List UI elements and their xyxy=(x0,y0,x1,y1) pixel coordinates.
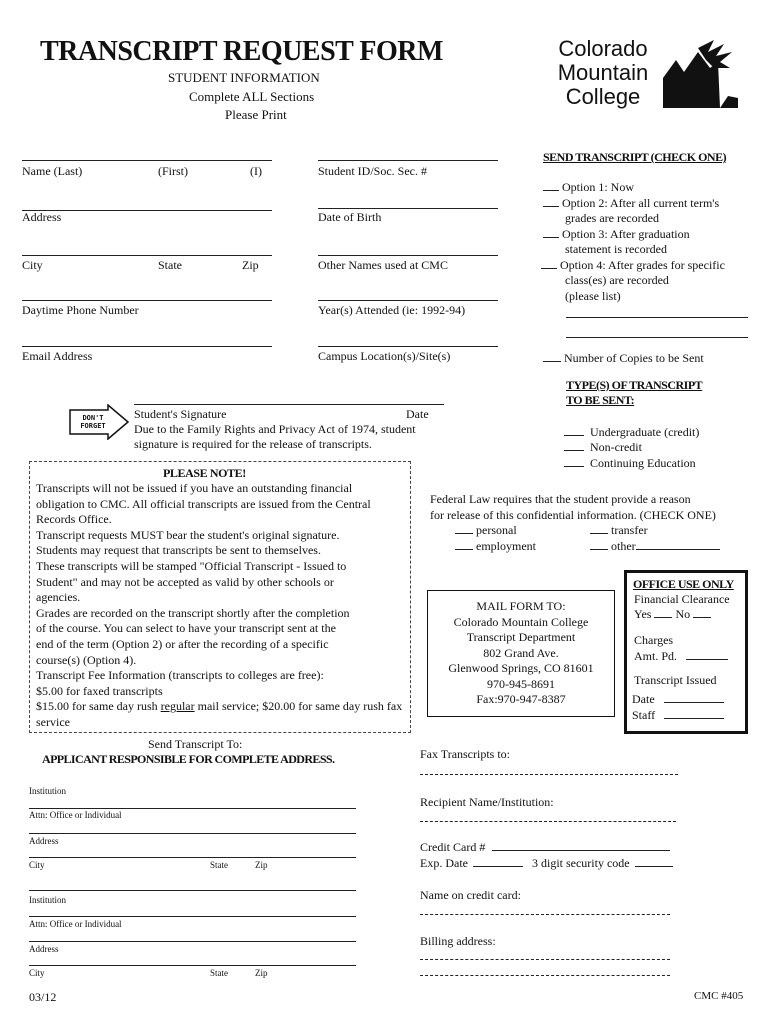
mail-line: Colorado Mountain College xyxy=(453,614,589,629)
class-list-line-1[interactable] xyxy=(566,317,748,318)
city-label: City xyxy=(22,258,43,272)
attn-line-1[interactable] xyxy=(29,808,356,809)
form-title: TRANSCRIPT REQUEST FORM xyxy=(40,36,443,67)
mail-address xyxy=(427,599,615,708)
city-label-2: City xyxy=(29,968,45,978)
institution-label-2: Institution xyxy=(29,895,67,905)
exp-date-input[interactable] xyxy=(473,856,523,867)
zip-label-2: Zip xyxy=(255,968,268,978)
option-2: Option 2: After all current term's xyxy=(543,196,719,211)
phone-label: Daytime Phone Number xyxy=(22,303,139,317)
continuing-checkbox[interactable] xyxy=(564,456,584,467)
dob-label: Date of Birth xyxy=(318,210,382,224)
college-logo xyxy=(548,38,738,114)
recipient-label: Recipient Name/Institution: xyxy=(420,795,554,809)
transcript-issued-label: Transcript Issued xyxy=(634,673,717,687)
note-line: course(s) (Option 4). xyxy=(36,652,137,667)
first-name-label: (First) xyxy=(158,164,188,178)
types-heading-2: TO BE SENT: xyxy=(566,393,635,407)
class-list-line-2[interactable] xyxy=(566,337,748,338)
type-noncredit: Non-credit xyxy=(564,440,642,455)
credit-card-row: Credit Card # xyxy=(420,840,670,855)
student-id-label: Student ID/Soc. Sec. # xyxy=(318,164,427,178)
option-4: Option 4: After grades for specific xyxy=(541,258,725,273)
signature-date-label: Date xyxy=(406,407,429,421)
state-label: State xyxy=(158,258,182,272)
years-attended-label: Year(s) Attended (ie: 1992-94) xyxy=(318,303,466,317)
privacy-text-1: Due to the Family Rights and Privacy Act of 1974, student xyxy=(134,422,416,436)
zip-label-1: Zip xyxy=(255,860,268,870)
personal-checkbox[interactable] xyxy=(455,523,473,534)
note-line: Records Office. xyxy=(36,512,112,527)
fee-line: $15.00 for same day rush regular mail service; $20.00 for same day rush fax xyxy=(36,699,403,714)
address-label: Address xyxy=(22,210,62,224)
send-to-heading: Send Transcript To: xyxy=(148,737,243,751)
office-date-row: Date xyxy=(632,692,724,707)
billing-label: Billing address: xyxy=(420,934,496,948)
attn-label-2: Attn: Office or Individual xyxy=(29,919,122,929)
transfer-checkbox[interactable] xyxy=(590,523,608,534)
address-label-1: Address xyxy=(29,836,59,846)
send-transcript-heading: SEND TRANSCRIPT (CHECK ONE) xyxy=(543,150,727,164)
address-label-2: Address xyxy=(29,944,59,954)
form-date-code: 03/12 xyxy=(29,990,57,1004)
campus-label: Campus Location(s)/Site(s) xyxy=(318,349,451,363)
copies-input[interactable] xyxy=(543,351,561,362)
option-4-list: (please list) xyxy=(565,289,621,303)
attn-line-2[interactable] xyxy=(29,916,356,917)
billing-input-2[interactable] xyxy=(420,975,670,976)
city-line-2[interactable] xyxy=(29,965,356,966)
no-input[interactable] xyxy=(693,607,711,618)
reason-personal: personal xyxy=(455,523,517,538)
federal-text-2: for release of this confidential information. (CHECK ONE) xyxy=(430,508,716,522)
note-line: Transcript Fee Information (transcripts to colleges are free): xyxy=(36,668,324,683)
dont-forget-arrow-icon xyxy=(68,404,130,440)
type-undergrad: Undergraduate (credit) xyxy=(564,425,699,440)
note-line: agencies. xyxy=(36,590,81,605)
note-line: $5.00 for faxed transcripts xyxy=(36,683,163,698)
institution-label-1: Institution xyxy=(29,786,67,796)
financial-clearance-label: Financial Clearance xyxy=(634,592,730,606)
amt-paid-row: Amt. Pd. xyxy=(634,649,728,664)
logo-line-3: College xyxy=(565,84,641,109)
option-3-checkbox[interactable] xyxy=(543,227,559,238)
option-4-checkbox[interactable] xyxy=(541,258,557,269)
fax-number-input[interactable] xyxy=(420,774,678,775)
note-line: service xyxy=(36,714,70,729)
subtitle-complete: Complete ALL Sections xyxy=(189,89,315,104)
yes-input[interactable] xyxy=(654,607,672,618)
address-line-2[interactable] xyxy=(29,941,356,942)
signature-line[interactable] xyxy=(134,404,444,405)
card-name-input[interactable] xyxy=(420,914,670,915)
fax-to-label: Fax Transcripts to: xyxy=(420,747,511,761)
federal-text-1: Federal Law requires that the student provide a reason xyxy=(430,492,691,506)
applicant-responsible: APPLICANT RESPONSIBLE FOR COMPLETE ADDRESS. xyxy=(42,752,335,766)
card-name-label: Name on credit card: xyxy=(420,888,521,902)
security-code-input[interactable] xyxy=(635,856,673,867)
logo-line-2: Mountain xyxy=(557,60,649,85)
types-heading-1: TYPE(S) OF TRANSCRIPT xyxy=(566,378,703,392)
option-4-cont: class(es) are recorded xyxy=(565,273,669,287)
name-last-label: Name (Last) xyxy=(22,164,83,178)
initial-label: (I) xyxy=(250,164,262,178)
please-note-heading: PLEASE NOTE! xyxy=(163,466,246,480)
mail-line: 970-945-8691 xyxy=(487,676,555,691)
note-line: Grades are recorded on the transcript shortly after the completion xyxy=(36,605,350,620)
eagle-mountain-icon xyxy=(658,38,738,110)
office-date-input[interactable] xyxy=(664,692,724,703)
mail-line: 802 Grand Ave. xyxy=(483,645,559,660)
credit-card-input[interactable] xyxy=(492,840,670,851)
copies-count: Number of Copies to be Sent xyxy=(543,351,704,366)
note-line: of the course. You can select to have your transcript sent at the xyxy=(36,621,336,636)
other-checkbox[interactable] xyxy=(590,539,608,550)
attn-label-1: Attn: Office or Individual xyxy=(29,810,122,820)
reason-employment: employment xyxy=(455,539,536,554)
option-1-checkbox[interactable] xyxy=(543,180,559,191)
option-2-checkbox[interactable] xyxy=(543,196,559,207)
zip-label: Zip xyxy=(242,258,259,272)
option-3-cont: statement is recorded xyxy=(565,242,667,256)
office-staff-row: Staff xyxy=(632,708,724,723)
note-line: Transcript requests MUST bear the student's original signature. xyxy=(36,527,340,542)
note-line: Students may request that transcripts be sent to themselves. xyxy=(36,543,321,558)
note-line: obligation to CMC. All official transcripts are issued from the Central xyxy=(36,496,371,511)
institution-line-2[interactable] xyxy=(29,890,356,891)
mail-line: Glenwood Springs, CO 81601 xyxy=(448,661,594,675)
logo-line-1: Colorado xyxy=(558,36,648,61)
amt-paid-input[interactable] xyxy=(686,649,728,660)
noncredit-checkbox[interactable] xyxy=(564,440,584,451)
signature-label: Student's Signature xyxy=(134,407,227,421)
dont-forget-line-2: FORGET xyxy=(80,422,106,430)
option-3: Option 3: After graduation xyxy=(543,227,690,242)
dont-forget-line-1: DON'T xyxy=(82,414,104,422)
mail-line: MAIL FORM TO: xyxy=(476,599,566,613)
address-line-1[interactable] xyxy=(29,833,356,834)
note-line: end of the term (Option 2) or after the recording of a specific xyxy=(36,636,329,651)
subtitle-print: Please Print xyxy=(225,107,287,122)
billing-input-1[interactable] xyxy=(420,959,670,960)
exp-date-row: Exp. Date 3 digit security code xyxy=(420,856,673,871)
form-number: CMC #405 xyxy=(694,990,744,1002)
recipient-input[interactable] xyxy=(420,821,676,822)
subtitle-student-info: STUDENT INFORMATION xyxy=(168,70,320,85)
option-2-cont: grades are recorded xyxy=(565,211,659,225)
other-reason-input[interactable] xyxy=(636,539,720,550)
other-names-label: Other Names used at CMC xyxy=(318,258,448,272)
mail-line: Transcript Department xyxy=(466,630,576,644)
city-line-1[interactable] xyxy=(29,857,356,858)
state-label-2: State xyxy=(210,968,228,978)
privacy-text-2: signature is required for the release of transcripts. xyxy=(134,437,372,451)
note-line: These transcripts will be stamped "Official Transcript - Issued to xyxy=(36,558,347,573)
note-text xyxy=(36,481,402,731)
employment-checkbox[interactable] xyxy=(455,539,473,550)
city-label-1: City xyxy=(29,860,45,870)
type-continuing: Continuing Education xyxy=(564,456,696,471)
undergrad-checkbox[interactable] xyxy=(564,425,584,436)
note-line: Transcripts will not be issued if you have an outstanding financial xyxy=(36,481,353,495)
charges-label: Charges xyxy=(634,633,674,647)
office-use-heading: OFFICE USE ONLY xyxy=(633,577,734,591)
email-label: Email Address xyxy=(22,349,93,363)
reason-transfer: transfer xyxy=(590,523,648,538)
office-staff-input[interactable] xyxy=(664,708,724,719)
note-line: Student" and may not be accepted as valid by other schools or xyxy=(36,574,334,589)
yes-no-row: Yes No xyxy=(634,607,711,622)
mail-line: Fax:970-947-8387 xyxy=(476,692,566,706)
reason-other: other xyxy=(590,539,720,554)
option-1: Option 1: Now xyxy=(543,180,634,195)
state-label-1: State xyxy=(210,860,228,870)
